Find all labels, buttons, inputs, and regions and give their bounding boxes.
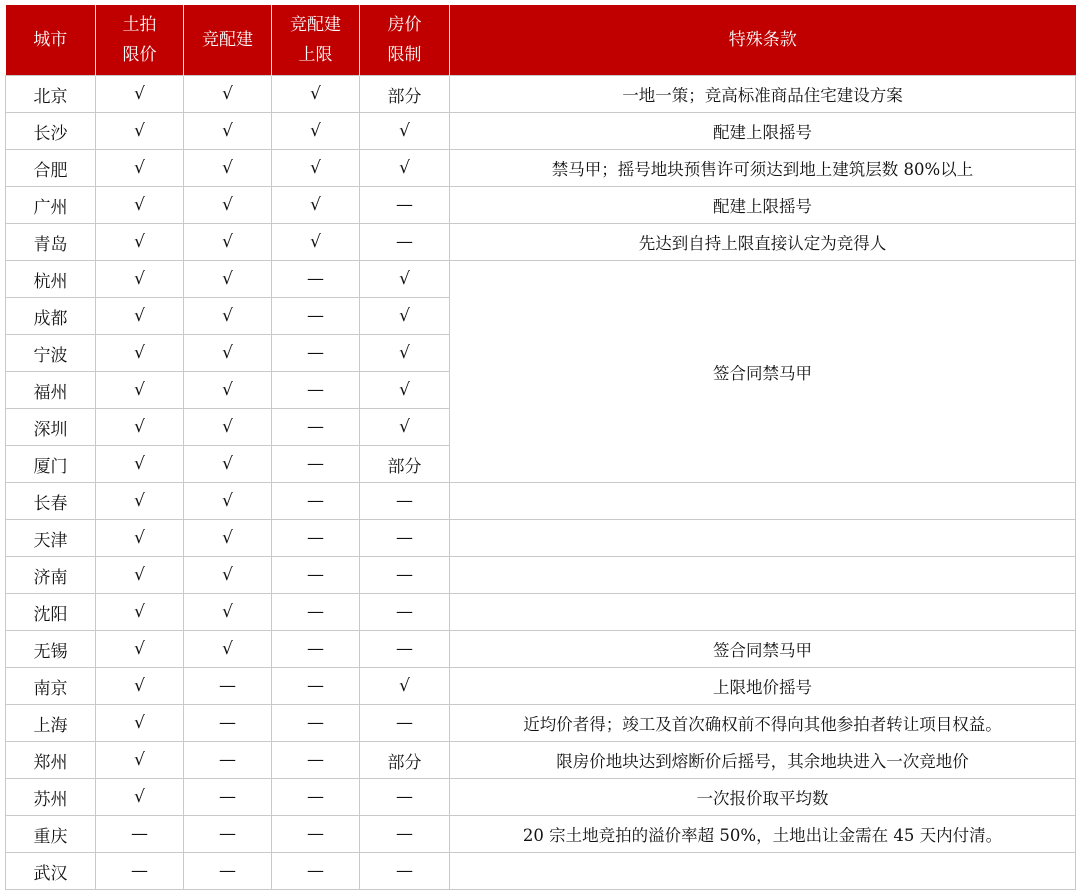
header-build-cap-line1: 竞配建: [290, 15, 341, 35]
cell-auction-cap: √: [96, 742, 184, 779]
cell-auction-cap: —: [96, 816, 184, 853]
header-house-price-cap-line1: 房价: [387, 15, 422, 35]
table-row: [6, 594, 1076, 631]
cell-build-cap: —: [272, 742, 360, 779]
cell-build-compete: √: [184, 557, 272, 594]
cell-build-cap: —: [272, 261, 360, 298]
header-auction-cap: [96, 5, 184, 76]
cell-build-cap: √: [272, 113, 360, 150]
cell-auction-cap: √: [96, 224, 184, 261]
cell-build-cap: —: [272, 816, 360, 853]
cell-city: 广州: [6, 187, 96, 224]
cell-build-compete: —: [184, 668, 272, 705]
cell-city: 武汉: [6, 853, 96, 890]
cell-city: 长春: [6, 483, 96, 520]
cell-special-terms: 限房价地块达到熔断价后摇号，其余地块进入一次竞地价: [450, 742, 1076, 779]
cell-auction-cap: √: [96, 705, 184, 742]
cell-house-price-cap: —: [360, 779, 450, 816]
cell-build-compete: √: [184, 298, 272, 335]
cell-city: 沈阳: [6, 594, 96, 631]
cell-build-cap: —: [272, 557, 360, 594]
table-row: [6, 150, 1076, 187]
header-build-cap-line2: 上限: [298, 45, 333, 65]
header-house-price-cap: [360, 5, 450, 76]
cell-special-terms-merged: 签合同禁马甲: [450, 261, 1076, 483]
cell-special-terms: 先达到自持上限直接认定为竞得人: [450, 224, 1076, 261]
cell-build-cap: —: [272, 594, 360, 631]
cell-house-price-cap: —: [360, 705, 450, 742]
header-build-compete: 竞配建: [184, 5, 272, 76]
cell-auction-cap: √: [96, 668, 184, 705]
cell-auction-cap: √: [96, 446, 184, 483]
cell-build-cap: —: [272, 705, 360, 742]
cell-city: 福州: [6, 372, 96, 409]
cell-special-terms: 配建上限摇号: [450, 187, 1076, 224]
cell-house-price-cap: 部分: [360, 742, 450, 779]
cell-city: 青岛: [6, 224, 96, 261]
cell-build-cap: —: [272, 779, 360, 816]
table-row: [6, 113, 1076, 150]
table-row: [6, 631, 1076, 668]
cell-special-terms: 禁马甲；摇号地块预售许可须达到地上建筑层数 80%以上: [450, 150, 1076, 187]
cell-house-price-cap: √: [360, 335, 450, 372]
cell-auction-cap: √: [96, 520, 184, 557]
cell-build-compete: √: [184, 335, 272, 372]
cell-build-cap: √: [272, 187, 360, 224]
cell-special-terms: [450, 594, 1076, 631]
cell-city: 杭州: [6, 261, 96, 298]
cell-build-compete: √: [184, 261, 272, 298]
cell-build-compete: √: [184, 483, 272, 520]
cell-house-price-cap: —: [360, 853, 450, 890]
cell-build-compete: —: [184, 742, 272, 779]
header-auction-cap-line1: 土拍: [122, 15, 157, 35]
cell-auction-cap: √: [96, 779, 184, 816]
cell-build-compete: —: [184, 705, 272, 742]
cell-special-terms: 一地一策；竞高标准商品住宅建设方案: [450, 76, 1076, 113]
cell-build-cap: √: [272, 224, 360, 261]
table-row: [6, 483, 1076, 520]
header-city: 城市: [6, 5, 96, 76]
cell-special-terms: [450, 853, 1076, 890]
cell-build-compete: √: [184, 520, 272, 557]
cell-city: 重庆: [6, 816, 96, 853]
cell-city: 宁波: [6, 335, 96, 372]
table-row: [6, 76, 1076, 113]
table-row: [6, 816, 1076, 853]
cell-auction-cap: √: [96, 261, 184, 298]
cell-auction-cap: √: [96, 372, 184, 409]
cell-house-price-cap: 部分: [360, 446, 450, 483]
table-row: [6, 557, 1076, 594]
cell-build-compete: √: [184, 631, 272, 668]
cell-city: 合肥: [6, 150, 96, 187]
cell-city: 天津: [6, 520, 96, 557]
cell-auction-cap: √: [96, 557, 184, 594]
cell-build-cap: —: [272, 409, 360, 446]
cell-build-compete: —: [184, 853, 272, 890]
cell-special-terms: 配建上限摇号: [450, 113, 1076, 150]
cell-build-cap: —: [272, 372, 360, 409]
table-row: [6, 261, 1076, 298]
cell-build-cap: —: [272, 631, 360, 668]
cell-city: 上海: [6, 705, 96, 742]
cell-build-compete: √: [184, 594, 272, 631]
cell-city: 厦门: [6, 446, 96, 483]
header-special-terms: 特殊条款: [450, 5, 1076, 76]
cell-auction-cap: √: [96, 187, 184, 224]
table-row: [6, 742, 1076, 779]
cell-house-price-cap: √: [360, 261, 450, 298]
cell-city: 郑州: [6, 742, 96, 779]
cell-build-compete: √: [184, 76, 272, 113]
cell-build-compete: √: [184, 113, 272, 150]
cell-auction-cap: √: [96, 483, 184, 520]
table-row: [6, 853, 1076, 890]
header-house-price-cap-line2: 限制: [387, 45, 422, 65]
land-auction-policy-table: [5, 5, 1076, 890]
cell-city: 南京: [6, 668, 96, 705]
cell-house-price-cap: √: [360, 150, 450, 187]
cell-build-compete: √: [184, 150, 272, 187]
cell-house-price-cap: —: [360, 483, 450, 520]
cell-city: 成都: [6, 298, 96, 335]
cell-auction-cap: √: [96, 594, 184, 631]
cell-build-cap: —: [272, 446, 360, 483]
cell-special-terms: 签合同禁马甲: [450, 631, 1076, 668]
cell-auction-cap: —: [96, 853, 184, 890]
header-row: [6, 5, 1076, 76]
cell-house-price-cap: √: [360, 113, 450, 150]
cell-house-price-cap: √: [360, 668, 450, 705]
cell-house-price-cap: 部分: [360, 76, 450, 113]
cell-city: 苏州: [6, 779, 96, 816]
cell-house-price-cap: —: [360, 520, 450, 557]
cell-build-compete: √: [184, 446, 272, 483]
cell-house-price-cap: —: [360, 224, 450, 261]
cell-build-compete: √: [184, 409, 272, 446]
cell-house-price-cap: √: [360, 372, 450, 409]
cell-build-cap: —: [272, 298, 360, 335]
cell-special-terms: 近均价者得；竣工及首次确权前不得向其他参拍者转让项目权益。: [450, 705, 1076, 742]
cell-house-price-cap: √: [360, 298, 450, 335]
cell-city: 北京: [6, 76, 96, 113]
cell-build-compete: —: [184, 779, 272, 816]
table-row: [6, 520, 1076, 557]
cell-auction-cap: √: [96, 76, 184, 113]
table-row: [6, 224, 1076, 261]
cell-special-terms: [450, 557, 1076, 594]
cell-build-compete: —: [184, 816, 272, 853]
cell-auction-cap: √: [96, 113, 184, 150]
cell-auction-cap: √: [96, 335, 184, 372]
cell-build-cap: —: [272, 335, 360, 372]
cell-build-cap: —: [272, 520, 360, 557]
cell-build-cap: —: [272, 853, 360, 890]
cell-auction-cap: √: [96, 150, 184, 187]
cell-house-price-cap: —: [360, 187, 450, 224]
table-row: [6, 668, 1076, 705]
cell-build-cap: √: [272, 150, 360, 187]
cell-special-terms: 一次报价取平均数: [450, 779, 1076, 816]
table-row: [6, 187, 1076, 224]
cell-build-compete: √: [184, 372, 272, 409]
table-row: [6, 779, 1076, 816]
cell-city: 无锡: [6, 631, 96, 668]
cell-build-cap: √: [272, 76, 360, 113]
cell-special-terms: 上限地价摇号: [450, 668, 1076, 705]
cell-house-price-cap: √: [360, 409, 450, 446]
cell-build-compete: √: [184, 187, 272, 224]
cell-special-terms: [450, 520, 1076, 557]
cell-auction-cap: √: [96, 409, 184, 446]
cell-build-compete: √: [184, 224, 272, 261]
cell-build-cap: —: [272, 668, 360, 705]
cell-build-cap: —: [272, 483, 360, 520]
cell-special-terms: [450, 483, 1076, 520]
cell-house-price-cap: —: [360, 594, 450, 631]
cell-auction-cap: √: [96, 298, 184, 335]
header-auction-cap-line2: 限价: [122, 45, 157, 65]
cell-city: 长沙: [6, 113, 96, 150]
cell-house-price-cap: —: [360, 816, 450, 853]
cell-city: 济南: [6, 557, 96, 594]
cell-auction-cap: √: [96, 631, 184, 668]
cell-special-terms: 20 宗土地竞拍的溢价率超 50%，土地出让金需在 45 天内付清。: [450, 816, 1076, 853]
table-row: [6, 705, 1076, 742]
cell-city: 深圳: [6, 409, 96, 446]
cell-house-price-cap: —: [360, 557, 450, 594]
header-build-cap: [272, 5, 360, 76]
cell-house-price-cap: —: [360, 631, 450, 668]
